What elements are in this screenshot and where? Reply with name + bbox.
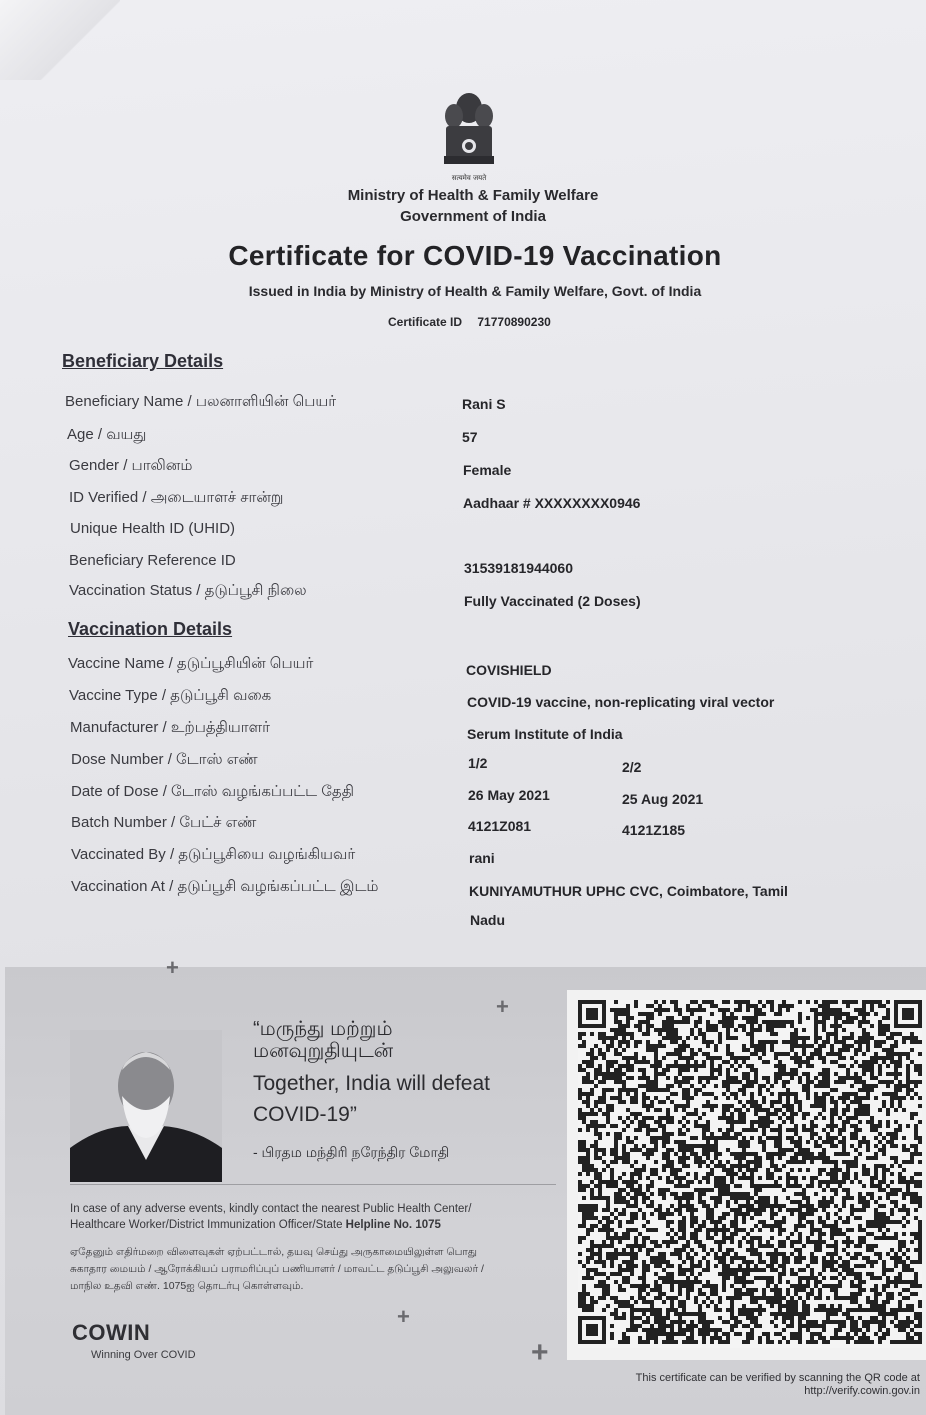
adverse-line-2-text: Healthcare Worker/District Immunization Officer/State bbox=[70, 1219, 346, 1231]
dose-1-batch: 4121Z081 bbox=[468, 818, 532, 834]
adverse-events-notice bbox=[70, 1201, 540, 1233]
id-verified-value: Aadhaar # XXXXXXXX0946 bbox=[463, 495, 641, 511]
certificate-title: Certificate for COVID-19 Vaccination bbox=[228, 240, 722, 271]
plus-decoration-icon: + bbox=[531, 1336, 549, 1369]
dose-date-label: Date of Dose / டோஸ் வழங்கப்பட்ட தேதி bbox=[71, 783, 354, 800]
quote-english bbox=[253, 1068, 490, 1130]
government-name: Government of India bbox=[400, 208, 546, 225]
dose-2-batch: 4121Z185 bbox=[622, 822, 686, 838]
verification-note bbox=[590, 1372, 920, 1398]
vaccination-status-value: Fully Vaccinated (2 Doses) bbox=[464, 593, 641, 609]
issued-by: Issued in India by Ministry of Health & Family Welfare, Govt. of India bbox=[248, 283, 702, 299]
cowin-logo: COWIN bbox=[72, 1320, 151, 1345]
plus-decoration-icon: + bbox=[166, 955, 179, 980]
quote-english-line-2: COVID-19” bbox=[253, 1103, 357, 1126]
beneficiary-reference-id-value: 31539181944060 bbox=[464, 560, 574, 576]
id-verified-label: ID Verified / அடையாளச் சான்று bbox=[69, 489, 284, 506]
age-label: Age / வயது bbox=[67, 426, 147, 443]
dose-1-number: 1/2 bbox=[468, 755, 488, 771]
vaccine-name-label: Vaccine Name / தடுப்பூசியின் பெயர் bbox=[68, 655, 314, 672]
paper-fold bbox=[0, 0, 120, 80]
gender-label: Gender / பாலினம் bbox=[69, 457, 193, 474]
vaccination-section-title: Vaccination Details bbox=[68, 619, 233, 639]
national-emblem-icon bbox=[436, 86, 502, 186]
vaccinated-by-value: rani bbox=[469, 850, 495, 866]
portrait-photo bbox=[70, 1030, 222, 1182]
qr-code[interactable] bbox=[578, 1000, 922, 1348]
adverse-events-notice-tamil bbox=[70, 1244, 540, 1295]
beneficiary-name-value: Rani S bbox=[462, 396, 506, 412]
certificate-id bbox=[388, 315, 551, 329]
footer-divider bbox=[70, 1184, 556, 1185]
dose-1-date: 26 May 2021 bbox=[468, 787, 550, 803]
quote-tamil-line-2: மனவுறுதியுடன் bbox=[253, 1040, 394, 1062]
svg-text:सत्यमेव जयते: सत्यमेव जयते bbox=[451, 174, 487, 182]
vaccine-name-value: COVISHIELD bbox=[466, 662, 552, 678]
quote-tamil bbox=[253, 1018, 393, 1062]
adverse-line-1: In case of any adverse events, kindly contact the nearest Public Health Center/ bbox=[70, 1203, 472, 1215]
vaccinated-at-label: Vaccination At / தடுப்பூசி வழங்கப்பட்ட இடம் bbox=[71, 878, 379, 895]
vaccination-status-label: Vaccination Status / தடுப்பூசி நிலை bbox=[69, 582, 307, 599]
manufacturer-label: Manufacturer / உற்பத்தியாளர் bbox=[70, 719, 270, 736]
beneficiary-name-label: Beneficiary Name / பலனாளியின் பெயர் bbox=[65, 393, 337, 410]
adverse-line-2 bbox=[70, 1217, 540, 1233]
quote-tamil-line-1: “மருந்து மற்றும் bbox=[253, 1018, 393, 1040]
dose-number-label: Dose Number / டோஸ் எண் bbox=[71, 751, 258, 768]
verify-line-1: This certificate can be verified by scanning the QR code at bbox=[635, 1372, 920, 1384]
ministry-name: Ministry of Health & Family Welfare bbox=[347, 187, 599, 204]
quote-attribution: - பிரதம மந்திரி நரேந்திர மோதி bbox=[253, 1144, 450, 1160]
beneficiary-reference-id-label: Beneficiary Reference ID bbox=[69, 552, 236, 569]
adverse-tamil-line-3: மாநில உதவி எண். 1075ஐ தொடர்பு கொள்ளவும். bbox=[70, 1280, 304, 1292]
vaccine-type-value: COVID-19 vaccine, non-replicating viral vector bbox=[467, 694, 775, 710]
adverse-tamil-line-2: சுகாதார மையம் / ஆரோக்கியப் பராமரிப்புப் பணியாளர் / மாவட்ட தடுப்பூசி அலுவலர் / bbox=[70, 1263, 484, 1275]
uhid-label: Unique Health ID (UHID) bbox=[70, 520, 236, 537]
helpline-number: Helpline No. 1075 bbox=[345, 1219, 441, 1231]
batch-number-label: Batch Number / பேட்ச் எண் bbox=[71, 814, 257, 831]
vaccinated-by-label: Vaccinated By / தடுப்பூசியை வழங்கியவர் bbox=[71, 846, 356, 863]
adverse-tamil-line-1: ஏதேனும் எதிர்மறை விளைவுகள் ஏற்பட்டால், தயவு செய்து அருகாமையிலுள்ள பொது bbox=[70, 1246, 477, 1258]
manufacturer-value: Serum Institute of India bbox=[467, 726, 623, 742]
dose-2-number: 2/2 bbox=[622, 759, 642, 775]
plus-decoration-icon: + bbox=[496, 994, 509, 1019]
beneficiary-section-title: Beneficiary Details bbox=[62, 351, 224, 371]
certificate-id-value: 71770890230 bbox=[477, 315, 551, 329]
verify-url[interactable]: http://verify.cowin.gov.in bbox=[804, 1385, 920, 1397]
dose-2-date: 25 Aug 2021 bbox=[622, 791, 704, 807]
cowin-tagline: Winning Over COVID bbox=[91, 1349, 196, 1361]
certificate-id-label: Certificate ID bbox=[388, 315, 463, 329]
age-value: 57 bbox=[462, 429, 478, 445]
quote-english-line-1: Together, India will defeat bbox=[253, 1072, 490, 1095]
vaccine-type-label: Vaccine Type / தடுப்பூசி வகை bbox=[69, 687, 272, 704]
plus-decoration-icon: + bbox=[397, 1304, 410, 1329]
vaccinated-at-line-2: Nadu bbox=[470, 912, 505, 928]
gender-value: Female bbox=[463, 462, 512, 478]
vaccinated-at-line-1: KUNIYAMUTHUR UPHC CVC, Coimbatore, Tamil bbox=[469, 883, 788, 899]
